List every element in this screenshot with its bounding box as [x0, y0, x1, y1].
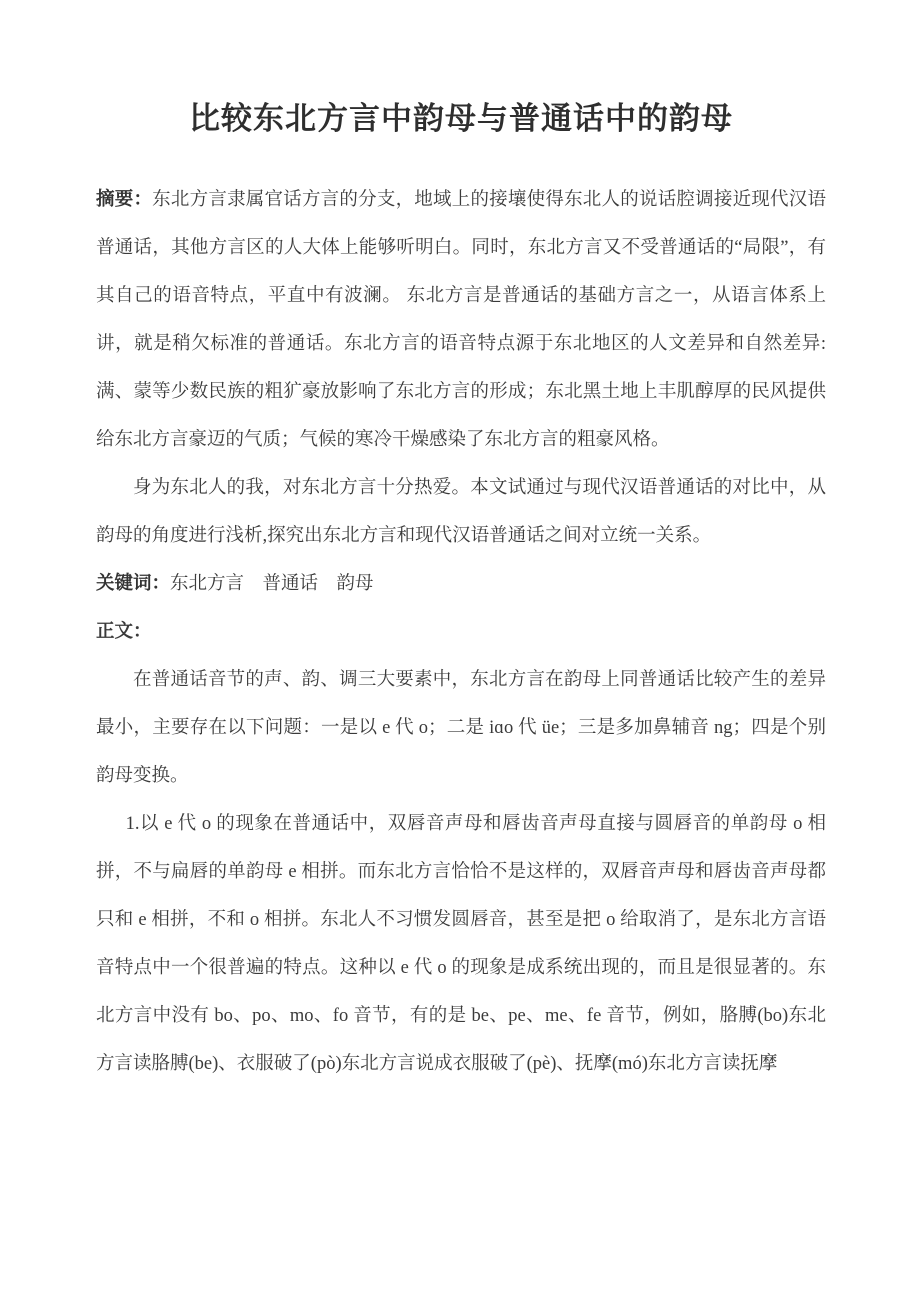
keywords-line — [96, 560, 826, 608]
abstract-paragraph-2: 身为东北人的我，对东北方言十分热爱。本文试通过与现代汉语普通话的对比中，从韵母的角度进行浅析,探究出东北方言和现代汉语普通话之间对立统一关系。 — [96, 478, 826, 546]
body-paragraph-2: 1.以 e 代 o 的现象在普通话中，双唇音声母和唇齿音声母直接与圆唇音的单韵母 o 相拼，不与扁唇的单韵母 e 相拼。而东北方言恰恰不是这样的，双唇音声母和唇齿音声母都只和 e 相拼，不和 o 相拼。东北人不习惯发圆唇音，甚至是把 o 给取消了，是东北方言语音特点中一个很普遍的特点。这种以 e 代 o 的现象是成系统出现的，而且是很显著的。东北方言中没有 bo、po、mo、fo 音节，有的是 be、pe、me、fe 音节，例如，胳膊(bo)东北方言读胳膊(be)、衣服破了(pò)东北方言说成衣服破了(pè)、抚摩(mó)东北方言读抚摩 — [96, 814, 826, 1074]
abstract-text: 东北方言隶属官话方言的分支，地域上的接壤使得东北人的说话腔调接近现代汉语普通话，其他方言区的人大体上能够听明白。同时，东北方言又不受普通话的“局限”，有其自己的语音特点，平直中有波澜。 东北方言是普通话的基础方言之一，从语言体系上讲，就是稍欠标准的普通话。东北方言的语音特点源于东北地区的人文差异和自然差异:满、蒙等少数民族的粗犷豪放影响了东北方言的形成；东北黑土地上丰肌醇厚的民风提供给东北方言豪迈的气质；气候的寒冷干燥感染了东北方言的粗豪风格。 — [96, 190, 826, 450]
page-title: 比较东北方言中韵母与普通话中的韵母 — [189, 101, 733, 136]
abstract-label: 摘要： — [96, 190, 153, 210]
body-heading: 正文： — [96, 622, 152, 642]
keywords-label: 关键词： — [96, 574, 171, 594]
body-paragraph-1: 在普通话音节的声、韵、调三大要素中，东北方言在韵母上同普通话比较产生的差异最小，主要存在以下问题：一是以 e 代 o；二是 iɑo 代 üe；三是多加鼻辅音 ng；四是个别韵母变换。 — [96, 670, 826, 786]
keywords-list: 东北方言 普通话 韵母 — [170, 574, 374, 594]
abstract-paragraph — [96, 176, 826, 464]
